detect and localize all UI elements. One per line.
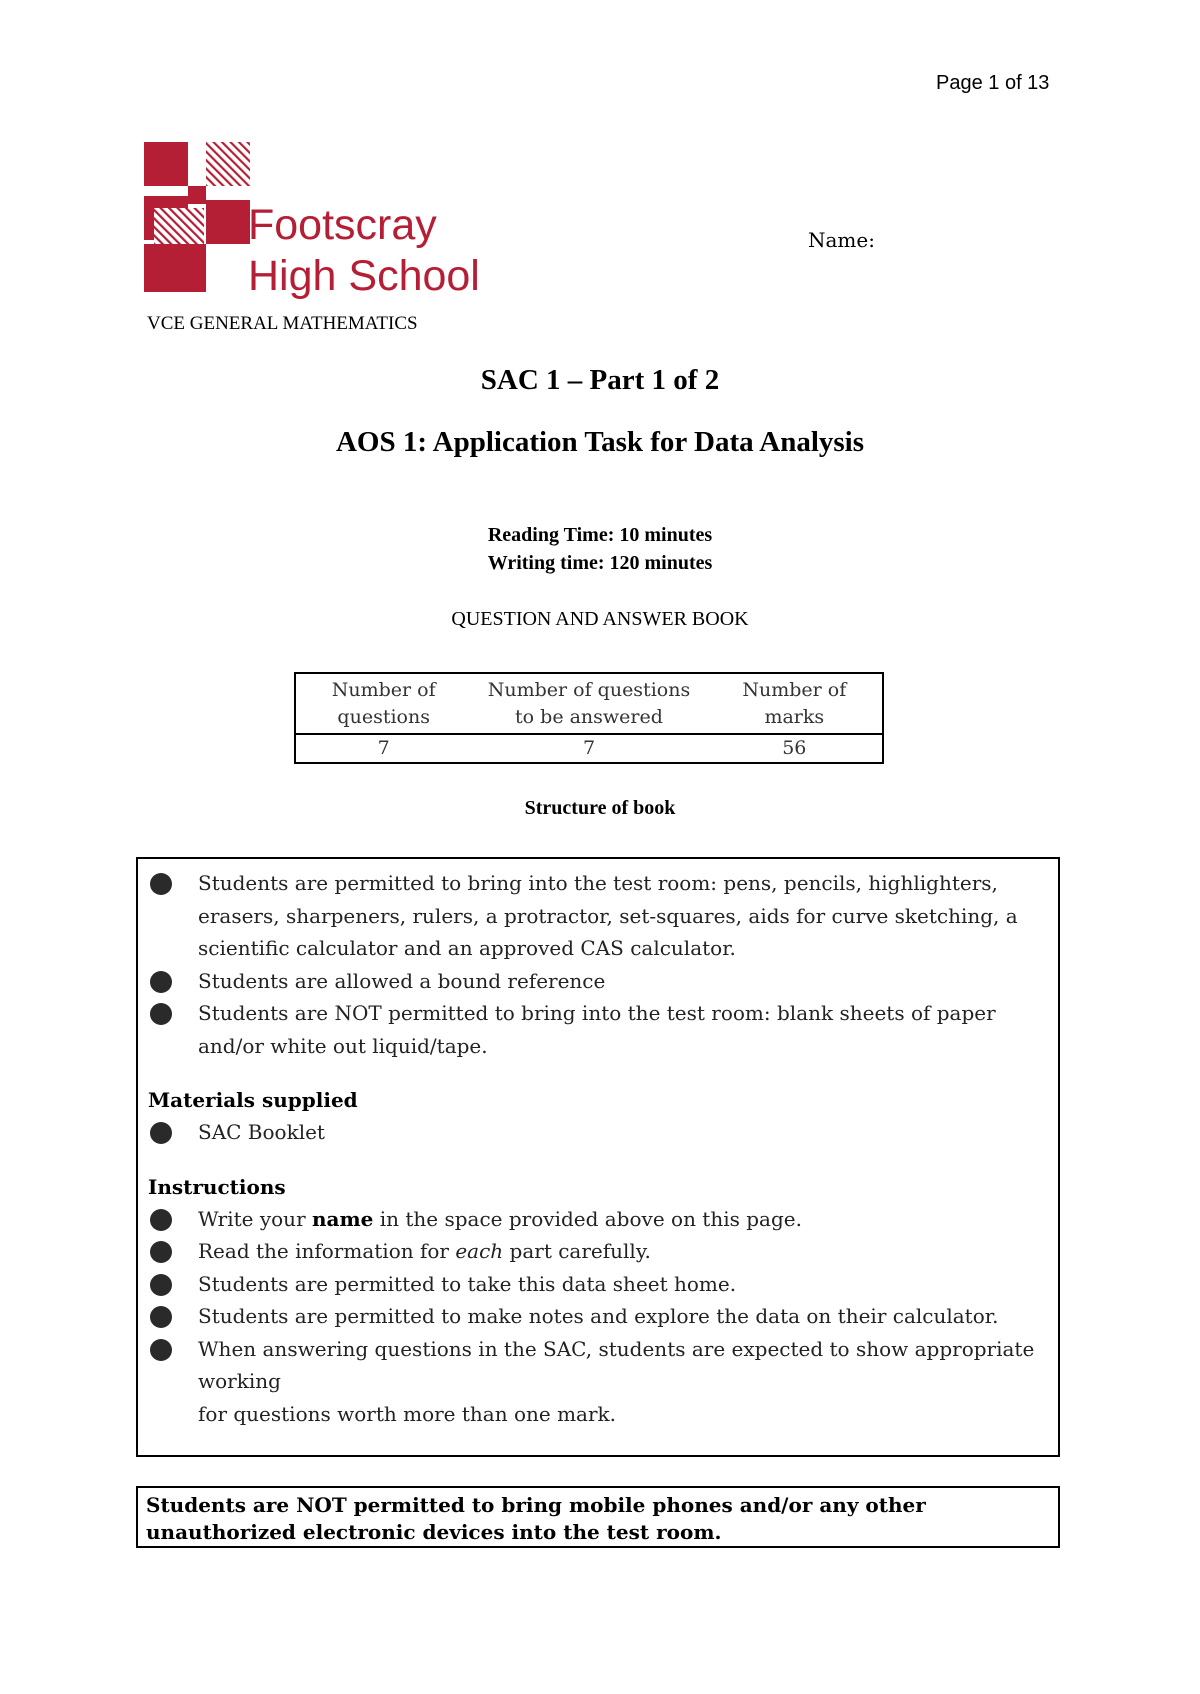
- bullet-icon: [150, 1241, 172, 1263]
- writing-time: Writing time: 120 minutes: [487, 552, 713, 574]
- bullet-icon: [150, 971, 172, 993]
- book-label: QUESTION AND ANSWER BOOK: [451, 608, 749, 630]
- footscray-high-school-logo: [144, 142, 504, 304]
- document-title: SAC 1 – Part 1 of 2: [480, 364, 720, 396]
- list-item: Students are permitted to take this data sheet home.: [148, 1268, 1048, 1301]
- list-item: Students are permitted to bring into the test room: pens, pencils, highlighters, erasers, sharpeners, rulers, a protractor, set-squares, aids for curve sketching, a scientific calculator and an approved CAS calculator.: [148, 867, 1048, 965]
- table-header-cell: Number of questions: [295, 673, 471, 734]
- reading-time: Reading Time: 10 minutes: [487, 524, 713, 546]
- bullet-icon: [150, 873, 172, 895]
- list-item: Read the information for each part carefully.: [148, 1235, 1048, 1268]
- table-header-row: [295, 673, 883, 734]
- table-header-cell: Number of marks: [707, 673, 883, 734]
- table-cell: 7: [377, 737, 390, 759]
- name-label: Name:: [808, 228, 875, 252]
- subject-heading: VCE GENERAL MATHEMATICS: [147, 313, 418, 334]
- instructions-heading: Instructions: [148, 1174, 286, 1199]
- table-cell: 56: [782, 737, 807, 759]
- document-subtitle: AOS 1: Application Task for Data Analysis: [335, 426, 865, 458]
- warning-box: Students are NOT permitted to bring mobile phones and/or any other unauthorized electronic devices into the test room.: [136, 1486, 1060, 1548]
- logo-line1: Footscray: [248, 201, 437, 249]
- list-item: Students are permitted to make notes and explore the data on their calculator.: [148, 1300, 1048, 1333]
- bullet-icon: [150, 1339, 172, 1361]
- list-item: Students are allowed a bound reference: [148, 965, 1048, 998]
- bullet-icon: [150, 1003, 172, 1025]
- bullet-icon: [150, 1122, 172, 1144]
- materials-heading: Materials supplied: [148, 1088, 358, 1112]
- table-header-cell: Number of questions to be answered: [471, 673, 706, 734]
- instructions-box: [136, 857, 1060, 1457]
- bullet-icon: [150, 1274, 172, 1296]
- table-cell: 7: [582, 737, 596, 759]
- bullet-icon: [150, 1306, 172, 1328]
- page-number: Page 1 of 13: [936, 72, 1050, 94]
- list-item: When answering questions in the SAC, students are expected to show appropriate working for questions worth more than one mark.: [148, 1333, 1048, 1431]
- logo-line2: High School: [248, 252, 480, 300]
- bullet-icon: [150, 1209, 172, 1231]
- list-item: Students are NOT permitted to bring into the test room: blank sheets of paper and/or white out liquid/tape.: [148, 997, 1048, 1062]
- question-summary-table: [294, 672, 884, 764]
- table-row: [295, 734, 883, 763]
- structure-heading: Structure of book: [524, 797, 676, 819]
- list-item: Write your name in the space provided above on this page.: [148, 1203, 1048, 1236]
- list-item: SAC Booklet: [148, 1116, 1048, 1149]
